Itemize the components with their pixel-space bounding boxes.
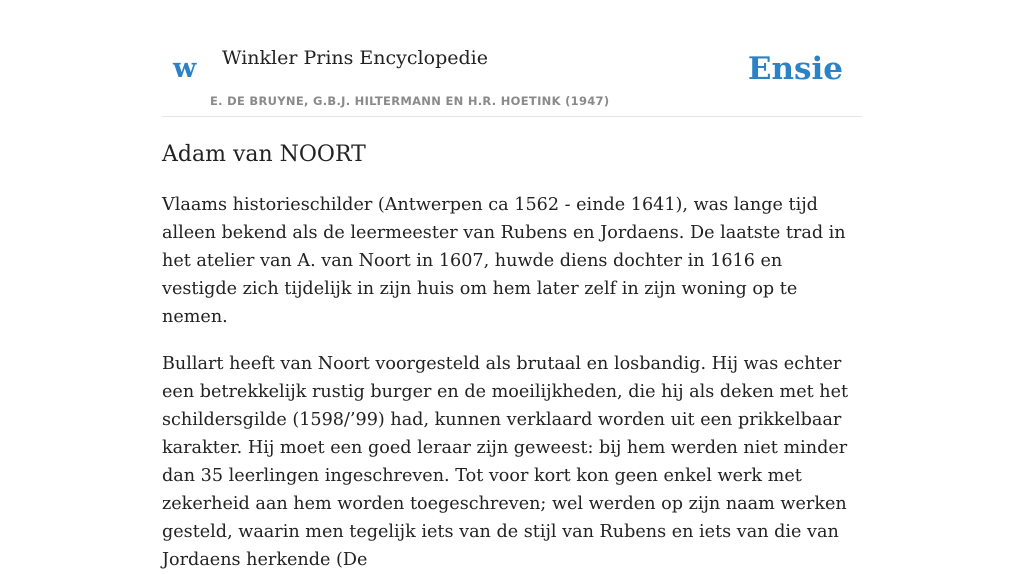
header: [162, 0, 862, 117]
source-title[interactable]: Winkler Prins Encyclopedie: [222, 47, 488, 69]
article-title: Adam van NOORT: [162, 142, 366, 167]
article: [162, 138, 862, 574]
article-paragraph: Bullart heeft van Noort voorgesteld als brutaal en losbandig. Hij was echter een betrekkelijk rustig burger en de moeilijkheden, die hij als deken met het schildersgilde (1598/’99) had, kunnen verklaard worden uit een prikkelbaar karakter. Hij moet een goed leraar zijn geweest: bij hem werden niet minder dan 35 leerlingen ingeschreven. Tot voor kort kon geen enkel werk met zekerheid aan hem worden toegeschreven; wel werden op zijn naam werken gesteld, waarin men tegelijk iets van de stijl van Rubens en iets van die van Jordaens herkende (De: [162, 354, 849, 570]
source-authors: E. DE BRUYNE, G.B.J. HILTERMANN EN H.R. HOETINK (1947): [210, 94, 610, 108]
ensie-logo[interactable]: Ensie: [747, 51, 843, 87]
winkler-prins-logo[interactable]: w: [173, 53, 197, 84]
article-paragraph: Vlaams historieschilder (Antwerpen ca 1562 - einde 1641), was lange tijd alleen bekend als de leermeester van Rubens en Jordaens. De laatste trad in het atelier van A. van Noort in 1607, huwde diens dochter in 1616 en vestigde zich tijdelijk in zijn huis om hem later zelf in zijn woning op te nemen.: [162, 195, 846, 327]
